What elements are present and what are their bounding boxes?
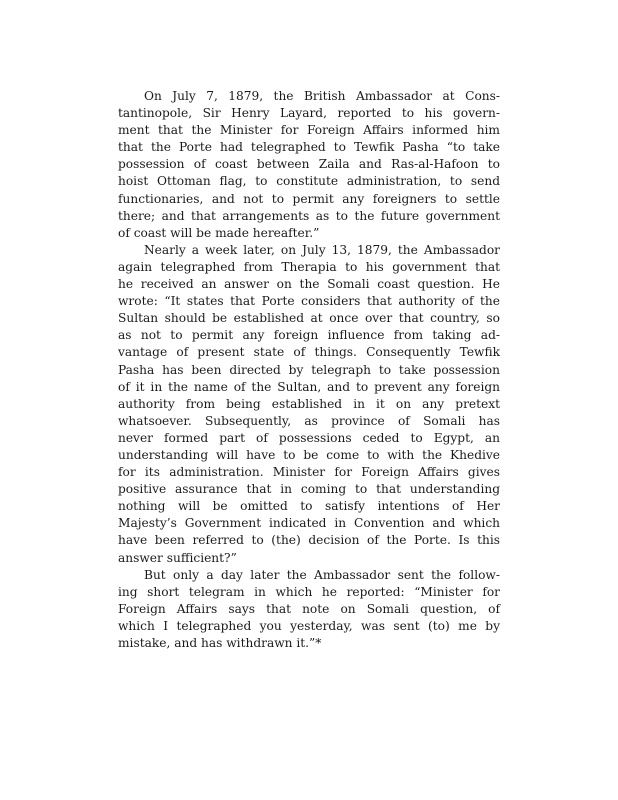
text-line: of coast will be made hereafter.” (118, 225, 320, 240)
text-line: never formed part of possessions ceded to Egypt, an (118, 430, 500, 445)
text-line: Sultan should be established at once over that country, so (118, 311, 500, 326)
text-line: he received an answer on the Somali coast question. He (118, 277, 500, 292)
paragraph-1 (118, 88, 500, 242)
text-line: mistake, and has withdrawn it.”* (118, 636, 322, 650)
text-line: But only a day later the Ambassador sent the follow- (144, 567, 500, 582)
text-line: of it in the name of the Sultan, and to prevent any foreign (118, 379, 500, 394)
text-line: Majesty’s Government indicated in Convention and which (118, 516, 500, 531)
text-line: understanding will have to be come to with the Khedive (118, 447, 500, 462)
paragraph-3 (118, 567, 500, 652)
text-line: possession of coast between Zaila and Ras-al-Hafoon to (118, 157, 500, 172)
text-line: as not to permit any foreign influence from taking ad- (118, 328, 500, 343)
text-line: functionaries, and not to permit any foreigners to settle (118, 191, 500, 206)
text-line: whatsoever. Subsequently, as province of Somali has (118, 413, 500, 428)
text-line: wrote: “It states that Porte considers that authority of the (118, 294, 500, 309)
text-line: ing short telegram in which he reported: “Minister for (118, 584, 500, 599)
text-line: authority from being established in it on any pretext (118, 396, 500, 411)
text-line: On July 7, 1879, the British Ambassador at Cons- (144, 89, 500, 103)
text-line: hoist Ottoman flag, to constitute administration, to send (118, 174, 500, 189)
text-line: that the Porte had telegraphed to Tewfik Pasha “to take (118, 140, 500, 155)
text-line: ment that the Minister for Foreign Affairs informed him (118, 123, 500, 138)
text-line: answer sufficient?” (118, 550, 237, 565)
text-line: which I telegraphed you yesterday, was sent (to) me by (118, 618, 500, 633)
paragraph-2 (118, 242, 500, 567)
text-line: vantage of present state of things. Consequently Tewfik (118, 345, 500, 360)
text-line: again telegraphed from Therapia to his government that (118, 259, 500, 274)
text-line: Pasha has been directed by telegraph to take possession (118, 362, 500, 377)
document-body (118, 88, 500, 652)
text-line: Nearly a week later, on July 13, 1879, the Ambassador (144, 242, 500, 257)
text-line: have been referred to (the) decision of the Porte. Is this (118, 533, 500, 548)
text-line: nothing will be omitted to satisfy intentions of Her (118, 499, 500, 514)
text-line: Foreign Affairs says that note on Somali question, of (118, 601, 500, 616)
text-line: for its administration. Minister for Foreign Affairs gives (118, 465, 500, 480)
text-line: positive assurance that in coming to that understanding (118, 482, 500, 497)
text-line: tantinopole, Sir Henry Layard, reported to his govern- (118, 106, 500, 121)
text-line: there; and that arrangements as to the future government (118, 208, 500, 223)
